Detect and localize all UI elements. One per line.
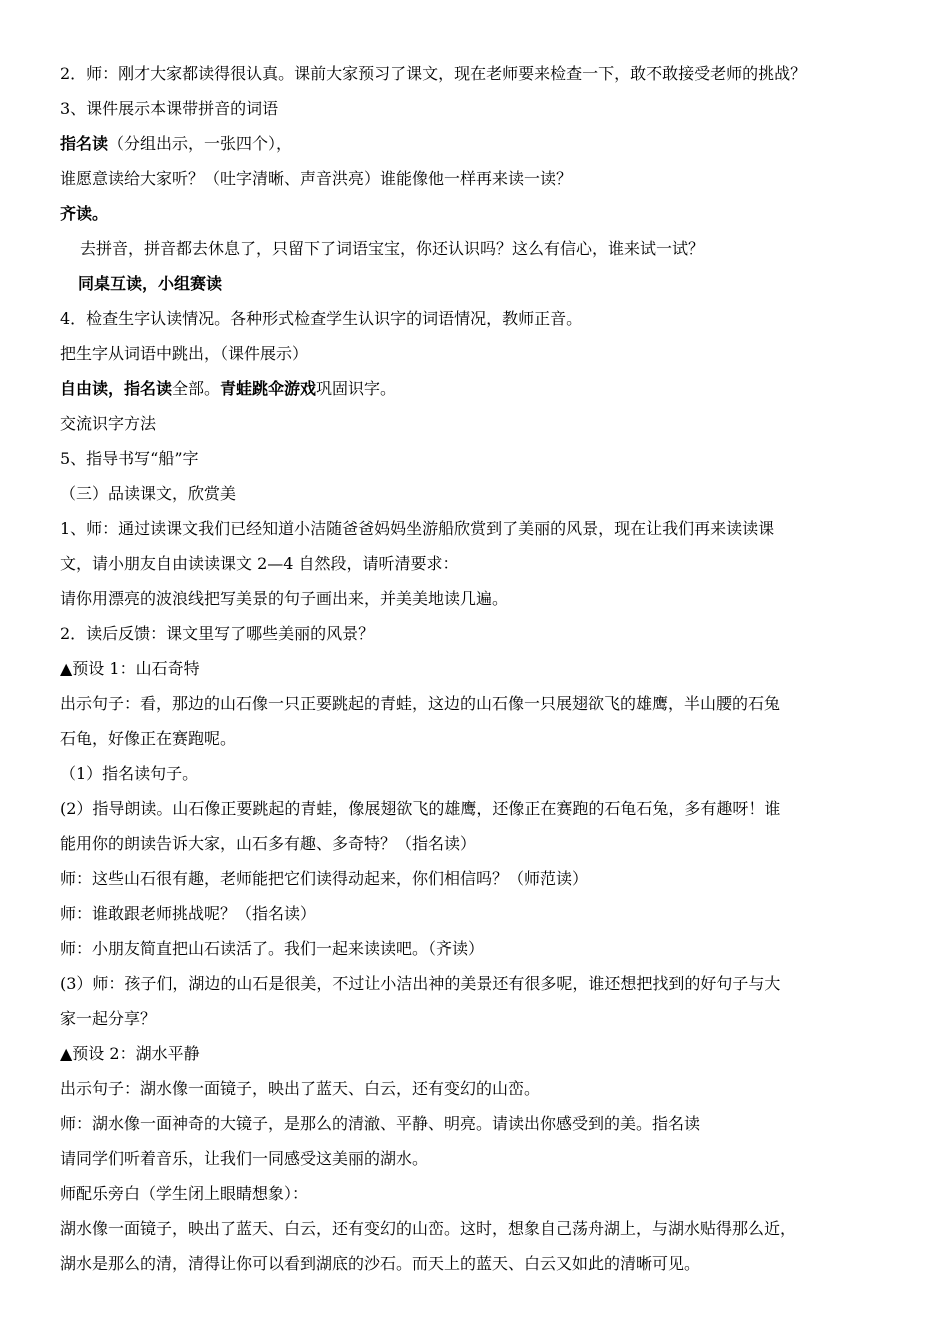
paragraph-line: 家一起分享？: [60, 1009, 157, 1028]
paragraph-line: 去拼音，拼音都去休息了，只留下了词语宝宝，你还认识吗？这么有信心，谁来试一试？: [80, 239, 705, 258]
text-run: （分组出示，一张四个），: [108, 134, 293, 153]
paragraph-line: （1）指名读句子。: [60, 764, 199, 783]
paragraph-line: [60, 377, 910, 401]
paragraph-line: 湖水是那么的清，清得让你可以看到湖底的沙石。而天上的蓝天、白云又如此的清晰可见。: [60, 1254, 701, 1273]
bold-phrase: 青蛙跳伞游戏: [220, 379, 317, 398]
paragraph-line: 师配乐旁白（学生闭上眼睛想象）：: [60, 1184, 309, 1203]
text-run: 巩固识字。: [316, 379, 397, 398]
paragraph-line: 交流识字方法: [60, 414, 157, 433]
paragraph-line: ▲预设 1：山石奇特: [60, 659, 200, 678]
section-heading: （三）品读课文，欣赏美: [60, 484, 237, 503]
paragraph-line: 能用你的朗读告诉大家，山石多有趣、多奇特？（指名读）: [60, 834, 477, 853]
paragraph-line: 2．师：刚才大家都读得很认真。课前大家预习了课文，现在老师要来检查一下，敢不敢接受老师的挑战？: [60, 64, 807, 83]
paragraph-line: 师：小朋友简直把山石读活了。我们一起来读读吧。（齐读）: [60, 939, 485, 958]
bold-phrase: 指名读: [60, 134, 109, 153]
paragraph-line: 师：湖水像一面神奇的大镜子，是那么的清澈、平静、明亮。请读出你感受到的美。指名读: [60, 1114, 701, 1133]
paragraph-line: 出示句子：看，那边的山石像一只正要跳起的青蛙，这边的山石像一只展翅欲飞的雄鹰，半山腰的石兔: [60, 694, 781, 713]
paragraph-line: 2．读后反馈：课文里写了哪些美丽的风景？: [60, 624, 375, 643]
paragraph-line: 请你用漂亮的波浪线把写美景的句子画出来，并美美地读几遍。: [60, 589, 509, 608]
paragraph-line: [60, 132, 910, 156]
bold-phrase: 自由读，指名读: [60, 379, 173, 398]
bold-heading-line: 齐读。: [60, 204, 109, 223]
bold-heading-line: 同桌互读，小组赛读: [78, 274, 223, 293]
paragraph-line: 出示句子：湖水像一面镜子，映出了蓝天、白云，还有变幻的山峦。: [60, 1079, 541, 1098]
paragraph-line: 谁愿意读给大家听？（吐字清晰、声音洪亮）谁能像他一样再来读一读？: [60, 169, 573, 188]
paragraph-line: 5、指导书写“船”字: [60, 449, 199, 468]
text-run: 全部。: [172, 379, 221, 398]
paragraph-line: 1、师：通过读课文我们已经知道小洁随爸爸妈妈坐游船欣赏到了美丽的风景，现在让我们再来读读课: [60, 519, 775, 538]
paragraph-line: (2）指导朗读。山石像正要跳起的青蛙，像展翅欲飞的雄鹰，还像正在赛跑的石龟石兔，多有趣呀！谁: [60, 799, 781, 818]
paragraph-line: 石龟，好像正在赛跑呢。: [60, 729, 237, 748]
paragraph-line: 请同学们听着音乐，让我们一同感受这美丽的湖水。: [60, 1149, 429, 1168]
paragraph-line: 3、课件展示本课带拼音的词语: [60, 99, 279, 118]
paragraph-line: (3）师：孩子们，湖边的山石是很美，不过让小洁出神的美景还有很多呢，谁还想把找到的好句子与大: [60, 974, 781, 993]
paragraph-line: 文，请小朋友自由读读课文 2—4 自然段，请听清要求：: [60, 554, 459, 573]
paragraph-line: ▲预设 2：湖水平静: [60, 1044, 200, 1063]
paragraph-line: 把生字从词语中跳出，（课件展示）: [60, 344, 309, 363]
paragraph-line: 湖水像一面镜子，映出了蓝天、白云，还有变幻的山峦。这时，想象自己荡舟湖上，与湖水贴得那么近，: [60, 1219, 797, 1238]
paragraph-line: 4．检查生字认读情况。各种形式检查学生认识字的词语情况，教师正音。: [60, 309, 583, 328]
paragraph-line: 师：这些山石很有趣，老师能把它们读得动起来，你们相信吗？（师范读）: [60, 869, 589, 888]
paragraph-line: 师：谁敢跟老师挑战呢？（指名读）: [60, 904, 317, 923]
